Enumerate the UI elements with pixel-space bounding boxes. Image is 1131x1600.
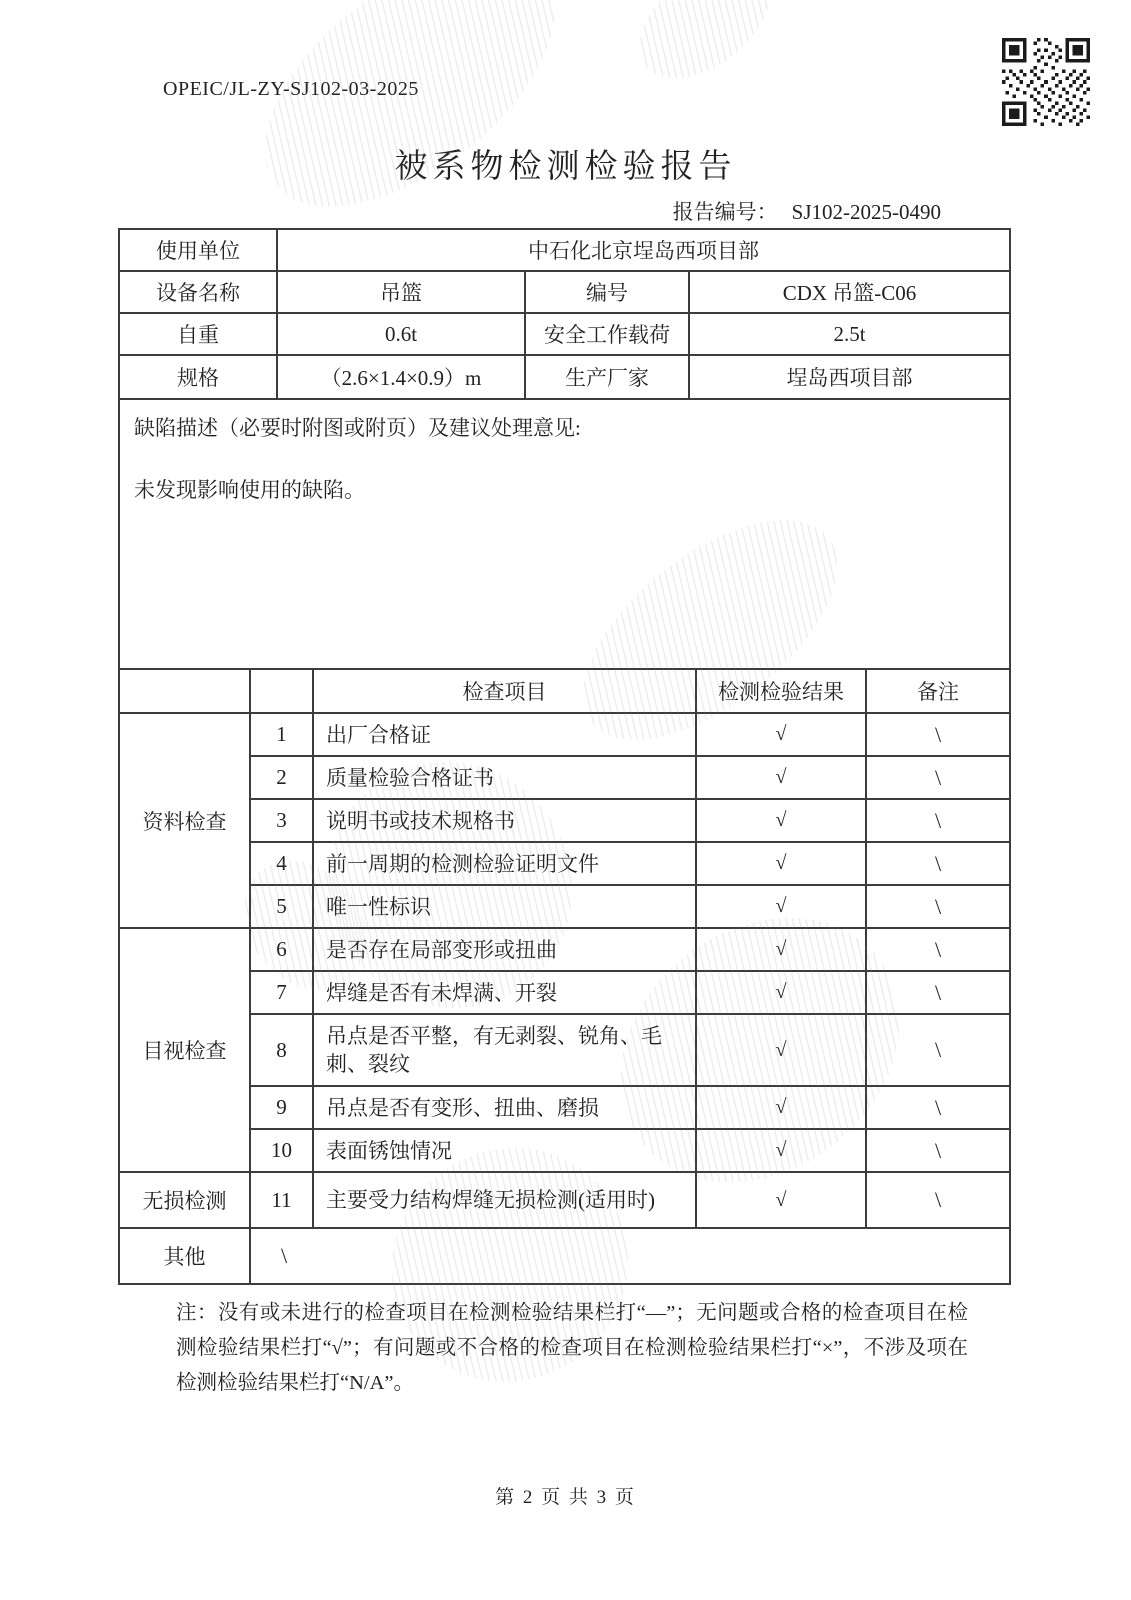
item-name: 表面锈蚀情况 bbox=[314, 1130, 697, 1173]
result-value: √ bbox=[697, 972, 867, 1015]
info-label: 安全工作载荷 bbox=[526, 314, 690, 356]
defect-description-section bbox=[118, 400, 1011, 668]
item-name: 主要受力结构焊缝无损检测(适用时) bbox=[314, 1173, 697, 1229]
info-label: 设备名称 bbox=[120, 272, 278, 314]
watermark-streak bbox=[221, 0, 600, 256]
report-number-value: SJ102-2025-0490 bbox=[791, 200, 941, 224]
equipment-info-table bbox=[118, 228, 1011, 400]
result-value: √ bbox=[697, 1173, 867, 1229]
remark-value: \ bbox=[867, 800, 1009, 843]
report-number-label: 报告编号： bbox=[672, 200, 778, 224]
info-label: 生产厂家 bbox=[526, 356, 690, 398]
row-number: 4 bbox=[251, 843, 314, 886]
info-value: 吊篮 bbox=[278, 272, 526, 314]
other-label: 其他 bbox=[120, 1229, 251, 1283]
document-code: OPEIC/JL-ZY-SJ102-03-2025 bbox=[163, 78, 419, 100]
remark-value: \ bbox=[867, 1130, 1009, 1173]
item-name: 焊缝是否有未焊满、开裂 bbox=[314, 972, 697, 1015]
info-value: 0.6t bbox=[278, 314, 526, 356]
inspection-items-table bbox=[118, 668, 1011, 1285]
item-name: 唯一性标识 bbox=[314, 886, 697, 929]
info-label: 规格 bbox=[120, 356, 278, 398]
group-label-data-check: 资料检查 bbox=[120, 714, 251, 929]
qr-code-icon bbox=[1002, 38, 1090, 126]
remark-value: \ bbox=[867, 843, 1009, 886]
group-label-visual-check: 目视检查 bbox=[120, 929, 251, 1173]
note-text: 注：没有或未进行的检查项目在检测检验结果栏打“—”；无问题或合格的检查项目在检测检验结果栏打“√”；有问题或不合格的检查项目在检测检验结果栏打“×”，不涉及项在检测检验结果栏打“N/A”。 bbox=[176, 1302, 968, 1394]
result-value: √ bbox=[697, 757, 867, 800]
remark-value: \ bbox=[867, 886, 1009, 929]
row-number: 3 bbox=[251, 800, 314, 843]
info-value: 2.5t bbox=[690, 314, 1009, 356]
remark-value: \ bbox=[867, 1015, 1009, 1087]
remark-value: \ bbox=[867, 757, 1009, 800]
info-value: 埕岛西项目部 bbox=[786, 366, 913, 390]
item-name: 是否存在局部变形或扭曲 bbox=[314, 929, 697, 972]
result-value: √ bbox=[697, 800, 867, 843]
item-name: 前一周期的检测检验证明文件 bbox=[314, 843, 697, 886]
item-name: 说明书或技术规格书 bbox=[314, 800, 697, 843]
row-number: 1 bbox=[251, 714, 314, 757]
info-label: 编号 bbox=[526, 272, 690, 314]
item-name: 吊点是否有变形、扭曲、磨损 bbox=[314, 1087, 697, 1130]
result-value: √ bbox=[697, 1130, 867, 1173]
info-value: （2.6×1.4×0.9）m bbox=[278, 356, 526, 398]
info-label: 自重 bbox=[120, 314, 278, 356]
remark-value: \ bbox=[867, 1173, 1009, 1229]
item-name: 质量检验合格证书 bbox=[314, 757, 697, 800]
row-number: 10 bbox=[251, 1130, 314, 1173]
remark-value: \ bbox=[867, 972, 1009, 1015]
info-label: 使用单位 bbox=[120, 230, 278, 272]
row-number: 5 bbox=[251, 886, 314, 929]
row-number: 2 bbox=[251, 757, 314, 800]
info-value: 中石化北京埕岛西项目部 bbox=[278, 230, 1009, 272]
result-value: √ bbox=[697, 1015, 867, 1087]
item-name: 吊点是否平整，有无剥裂、锐角、毛刺、裂纹 bbox=[314, 1015, 697, 1087]
header-result: 检测检验结果 bbox=[697, 670, 867, 714]
result-value: √ bbox=[697, 929, 867, 972]
result-value: √ bbox=[697, 1087, 867, 1130]
other-value: \ bbox=[281, 1243, 288, 1268]
group-label-ndt: 无损检测 bbox=[120, 1173, 251, 1229]
document-body bbox=[118, 228, 1011, 1285]
row-number: 11 bbox=[251, 1173, 314, 1229]
report-number bbox=[673, 196, 941, 226]
row-number: 9 bbox=[251, 1087, 314, 1130]
info-value: CDX 吊篮-C06 bbox=[690, 272, 1009, 314]
defect-content: 未发现影响使用的缺陷。 bbox=[134, 478, 365, 502]
row-number: 6 bbox=[251, 929, 314, 972]
remark-value: \ bbox=[867, 929, 1009, 972]
header-remark: 备注 bbox=[867, 670, 1009, 714]
watermark-streak bbox=[618, 0, 792, 102]
remark-value: \ bbox=[867, 714, 1009, 757]
remark-value: \ bbox=[867, 1087, 1009, 1130]
row-number: 7 bbox=[251, 972, 314, 1015]
header-spacer bbox=[120, 670, 251, 714]
header-item: 检查项目 bbox=[314, 670, 697, 714]
defect-heading: 缺陷描述（必要时附图或附页）及建议处理意见: bbox=[134, 416, 581, 440]
result-value: √ bbox=[697, 886, 867, 929]
header-spacer bbox=[251, 670, 314, 714]
page-number: 第 2 页 共 3 页 bbox=[495, 1487, 636, 1508]
result-value: √ bbox=[697, 843, 867, 886]
result-value: √ bbox=[697, 714, 867, 757]
item-name: 出厂合格证 bbox=[314, 714, 697, 757]
page-title: 被系物检测检验报告 bbox=[394, 149, 737, 185]
row-number: 8 bbox=[251, 1015, 314, 1087]
